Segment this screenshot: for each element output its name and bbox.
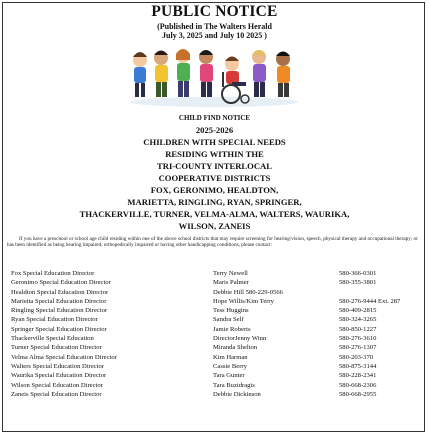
director-row: [11, 288, 423, 297]
headline-line: FOX, GERONIMO, HEALDTON,: [150, 185, 279, 195]
director-row: [11, 325, 423, 334]
director-name: DirectorJenny Winn: [213, 335, 267, 343]
director-name: Debbie Dickinson: [213, 390, 261, 398]
headline-line: 2025-2026: [195, 125, 234, 135]
director-name: Debbie Hill 580-229-0566: [213, 288, 283, 296]
director-name: Terry Newell: [213, 270, 248, 277]
director-row: [11, 334, 423, 343]
notice-paragraph: If you have a preschool or school age child residing within one of the above school districts that may require screening for hearing/vision, speech, physical therapy and occupational therapy; or has been identified as being hearing impaired, orthopedically impaired or having other handicapping conditions, please contact:: [7, 236, 418, 249]
director-role: Wilson Special Education Director: [11, 381, 103, 389]
child-figure-4: [199, 50, 213, 97]
director-phone: 580-324-3265: [339, 316, 377, 324]
director-phone: 580-276-1307: [339, 344, 377, 352]
director-name: Jamie Roberts: [213, 325, 251, 333]
publication-line-1: (Published in The Walters Herald: [157, 22, 272, 31]
wheelchair-child-figure: [222, 57, 249, 104]
director-role: Fox Special Education Director: [11, 270, 95, 277]
director-phone: 580-366-0301: [339, 270, 377, 277]
publication-line-2: July 3, 2025 and July 10 2025 ): [162, 31, 267, 40]
director-role: Walters Special Education Director: [11, 362, 105, 370]
child-find-notice-label: CHILD FIND NOTICE: [178, 114, 251, 122]
director-name: Tara Gunter: [213, 372, 245, 380]
director-role: Marietta Special Education Director: [11, 297, 107, 305]
director-phone: 580-203-370: [339, 353, 374, 361]
director-name: Tara Buzidragis: [213, 381, 255, 389]
headline-line: MARIETTA, RINGLING, RYAN, SPRINGER,: [127, 197, 302, 207]
director-name: Hope Willis/Kim Terry: [213, 297, 274, 305]
child-figure-6: [252, 50, 266, 97]
director-row: [11, 297, 423, 306]
director-row: [11, 269, 423, 278]
director-role: Turner Special Education Director: [11, 344, 102, 352]
headline-line: TRI-COUNTY INTERLOCAL: [157, 161, 272, 171]
director-phone: 580-276-3610: [339, 335, 377, 343]
headline-line: CHILDREN WITH SPECIAL NEEDS: [143, 137, 286, 147]
director-role: Zaneis Special Education Director: [11, 390, 102, 398]
director-role: Velma Alma Special Education Director: [11, 353, 117, 361]
director-row: [11, 381, 423, 390]
headline-line: WILSON, ZANEIS: [178, 221, 251, 231]
director-phone: 580-228-2341: [339, 372, 377, 380]
director-row: [11, 278, 423, 287]
director-row: [11, 343, 423, 352]
director-role: Ryan Special Education Director: [11, 316, 98, 324]
headline-line: THACKERVILLE, TURNER, VELMA-ALMA, WALTERS, WAURIKA,: [79, 209, 350, 219]
director-role: Geronimo Special Education Director: [11, 279, 111, 287]
director-name: Tess Huggins: [213, 307, 249, 315]
director-row: [11, 306, 423, 315]
director-name: Cassie Berry: [213, 362, 247, 370]
director-list: [11, 269, 423, 399]
notice-title: PUBLIC NOTICE: [151, 3, 278, 20]
director-phone: 580-355-3801: [339, 279, 377, 287]
director-row: [11, 362, 423, 371]
child-figure-2: [154, 51, 168, 98]
child-figure-7: [276, 52, 290, 98]
director-phone: 580-668-2306: [339, 381, 377, 389]
director-phone: 580-875-3144: [339, 362, 377, 370]
director-row: [11, 371, 423, 380]
director-phone: 580-409-2815: [339, 307, 377, 315]
child-figure-3: [176, 49, 190, 97]
director-role: Thackerville Special Education: [11, 335, 94, 343]
director-name: Kim Harman: [213, 353, 248, 361]
director-role: Ringling Special Education Director: [11, 307, 108, 315]
headline-line: RESIDING WITHIN THE: [165, 149, 264, 159]
child-figure-1: [133, 52, 147, 97]
director-name: Sandra Self: [213, 316, 244, 324]
director-name: Miranda Shelton: [213, 344, 258, 352]
director-row: [11, 390, 423, 399]
director-name: Maris Palmer: [213, 279, 249, 287]
headline-line: COOPERATIVE DISTRICTS: [158, 173, 271, 183]
director-phone: 580-850-1227: [339, 325, 377, 333]
director-phone: 580-668-2955: [339, 390, 377, 398]
children-illustration: [128, 42, 300, 108]
director-row: [11, 315, 423, 324]
director-phone: 580-276-9444 Ext. 287: [339, 297, 401, 305]
director-role: Waurika Special Education Director: [11, 372, 107, 380]
director-role: Springer Special Education Director: [11, 325, 107, 333]
director-role: Healdton Special Education Director: [11, 288, 109, 296]
director-row: [11, 353, 423, 362]
